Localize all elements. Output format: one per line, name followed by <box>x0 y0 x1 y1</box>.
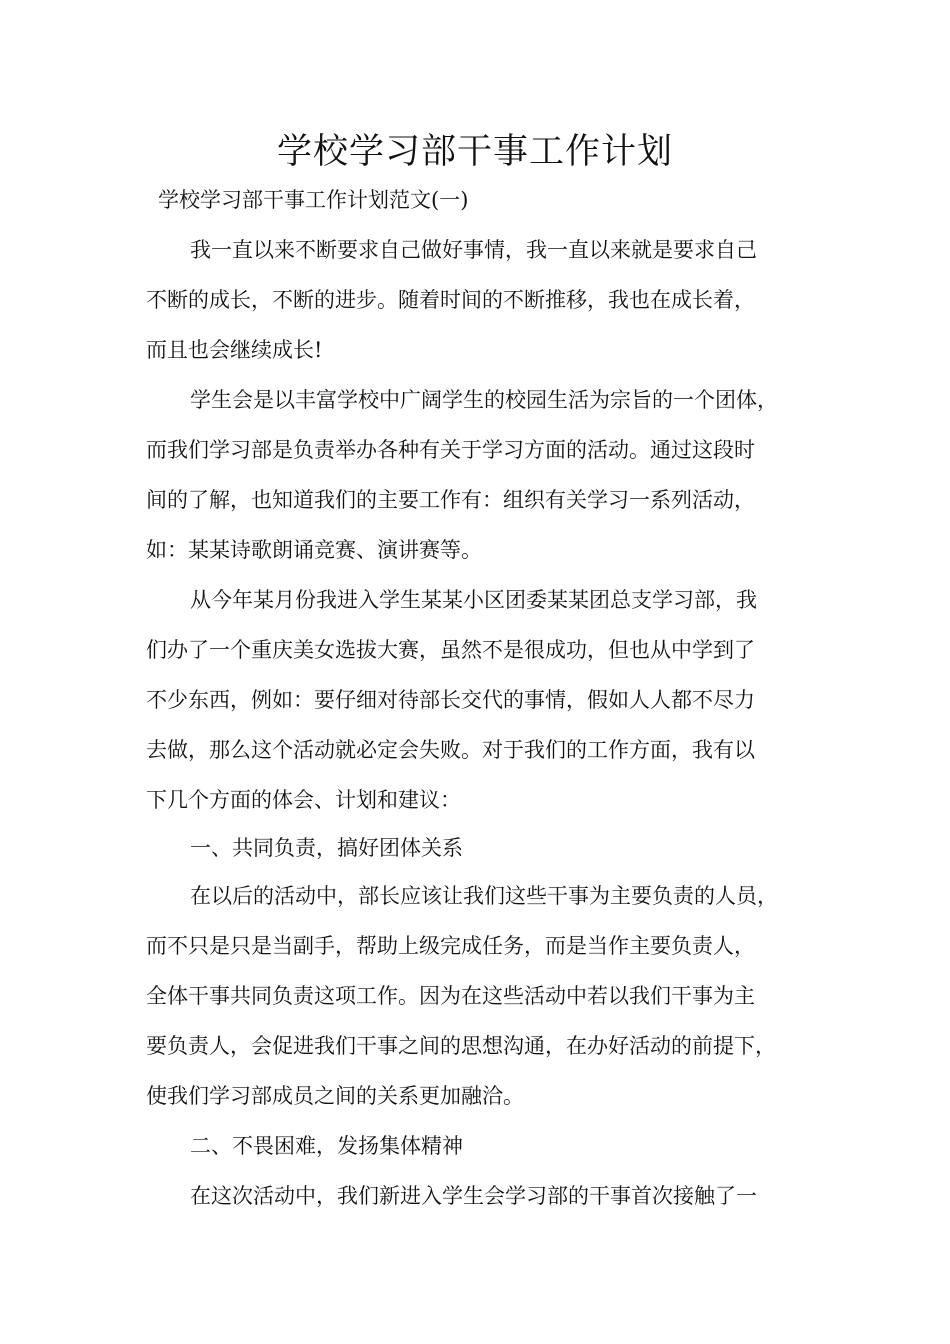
text-line: 而不只是只是当副手，帮助上级完成任务，而是当作主要负责人， <box>146 934 755 958</box>
text-line: 不断的成长，不断的进步。随着时间的不断推移，我也在成长着， <box>146 288 755 312</box>
text-line: 要负责人，会促进我们干事之间的思想沟通，在办好活动的前提下， <box>146 1034 776 1058</box>
text-line: 全体干事共同负责这项工作。因为在这些活动中若以我们干事为主 <box>146 984 755 1008</box>
text-line: 下几个方面的体会、计划和建议： <box>146 788 461 812</box>
document-title: 学校学习部干事工作计划 <box>276 132 673 172</box>
text-line: 们办了一个重庆美女选拔大赛，虽然不是很成功，但也从中学到了 <box>146 638 755 662</box>
text-line: 从今年某月份我进入学生某某小区团委某某团总支学习部，我 <box>190 588 757 612</box>
text-line: 而且也会继续成长! <box>146 338 323 362</box>
text-line: 如：某某诗歌朗诵竞赛、演讲赛等。 <box>146 538 482 562</box>
text-line: 而我们学习部是负责举办各种有关于学习方面的活动。通过这段时 <box>146 438 755 462</box>
section-heading: 二、不畏困难，发扬集体精神 <box>190 1134 463 1158</box>
text-line: 在以后的活动中，部长应该让我们这些干事为主要负责的人员， <box>190 884 778 908</box>
text-line: 去做，那么这个活动就必定会失败。对于我们的工作方面，我有以 <box>146 738 755 762</box>
text-line: 在这次活动中，我们新进入学生会学习部的干事首次接触了一 <box>190 1184 757 1208</box>
text-line: 不少东西，例如：要仔细对待部长交代的事情，假如人人都不尽力 <box>146 688 755 712</box>
text-line: 我一直以来不断要求自己做好事情，我一直以来就是要求自己 <box>190 238 757 262</box>
text-line: 使我们学习部成员之间的关系更加融洽。 <box>146 1084 524 1108</box>
text-line: 间的了解，也知道我们的主要工作有：组织有关学习一系列活动， <box>146 488 755 512</box>
section-heading: 一、共同负责，搞好团体关系 <box>190 836 463 860</box>
text-line: 学生会是以丰富学校中广阔学生的校园生活为宗旨的一个团体， <box>190 388 778 412</box>
document-subtitle: 学校学习部干事工作计划范文(一) <box>158 188 469 212</box>
